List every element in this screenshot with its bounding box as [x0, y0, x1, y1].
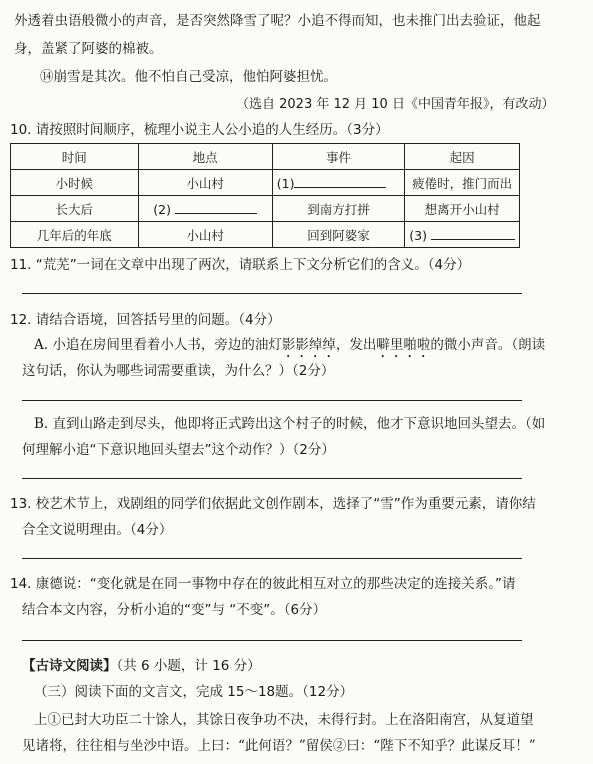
table-row	[11, 170, 520, 196]
passage-line-1: 外透着虫语般微小的声音，是否突然降雪了呢？小追不得而知，也未推门出去验证，他起	[14, 13, 541, 29]
q13-line-2: 合全文说明理由。（4分）	[22, 522, 173, 538]
table-header-row	[11, 144, 520, 170]
q10-table	[10, 143, 520, 248]
q14-line-1: 14. 康德说：“变化就是在同一事物中存在的彼此相互对立的那些决定的连接关系。”请	[10, 576, 516, 592]
header-time: 时间	[11, 144, 139, 170]
section-title: 【古诗文阅读】	[22, 658, 117, 674]
q12-b-line-2: 何理解小追“下意识地回头望去”这个动作？）（2分）	[22, 442, 335, 458]
cell-place: 小山村	[138, 170, 272, 196]
q13-answer-line[interactable]	[22, 558, 522, 559]
cell-event-blank[interactable]	[272, 170, 405, 196]
q12-b-answer-line[interactable]	[22, 478, 522, 479]
cell-cause-blank[interactable]	[405, 222, 520, 248]
cell-event: 回到阿婆家	[272, 222, 405, 248]
table-row	[11, 222, 520, 248]
blank-label: (3)	[409, 227, 427, 243]
q13-line-1: 13. 校艺术节上，戏剧组的同学们依据此文创作剧本，选择了“雪”作为重要元素，请你结	[10, 496, 536, 512]
q12-a-emphasis-2: 噼里啪啦	[376, 337, 431, 353]
passage-source: （选自 2023 年 12 月 10 日《中国青年报》，有改动）	[236, 97, 555, 112]
header-place: 地点	[138, 144, 272, 170]
cell-cause: 疲倦时，推门而出	[405, 170, 520, 196]
passage-line-3: ⑭崩雪是其次。他不怕自己受凉，他怕阿婆担忧。	[40, 69, 337, 85]
answer-blank[interactable]	[175, 201, 257, 214]
cell-cause: 想离开小山村	[405, 196, 520, 222]
header-cause: 起因	[405, 144, 520, 170]
answer-blank[interactable]	[431, 227, 515, 240]
q12-a-text-mid: ，发出	[335, 337, 377, 353]
answer-blank[interactable]	[294, 175, 386, 188]
blank-label: (1)	[276, 175, 295, 191]
cell-time: 几年后的年底	[11, 222, 139, 248]
q14-answer-line[interactable]	[22, 640, 522, 641]
classical-sub: （三）阅读下面的文言文，完成 15～18题。（12分）	[34, 684, 354, 700]
cell-place: 小山村	[138, 222, 272, 248]
classical-heading	[22, 657, 261, 675]
q11-answer-line[interactable]	[22, 293, 522, 294]
classical-text-1: 上①已封大功臣二十馀人，其馀日夜争功不决，未得行封。上在洛阳南宫，从复道望	[34, 712, 534, 728]
section-score: （共 6 小题，计 16 分）	[116, 658, 261, 674]
q12-a-emphasis-1: 影影绰绰	[281, 337, 336, 353]
q12-a-text: A. 小追在房间里看着小人书，旁边的油灯	[34, 337, 282, 353]
classical-text-2: 见诸将，往往相与坐沙中语。上曰：“此何语？”留侯②曰：“陛下不知乎？此谋反耳！”	[22, 738, 536, 754]
passage-line-2: 身，盖紧了阿婆的棉被。	[14, 41, 163, 57]
q14-line-2: 结合本文内容，分析小追的“变”与 “不变”。（6分）	[22, 602, 327, 618]
blank-label: (2)	[153, 201, 171, 217]
cell-place-blank[interactable]	[138, 196, 272, 222]
cell-event: 到南方打拼	[272, 196, 405, 222]
cell-time: 小时候	[11, 170, 139, 196]
q12-a-line-1	[34, 336, 545, 361]
q12-prompt: 12. 请结合语境，回答括号里的问题。（4分）	[10, 312, 281, 328]
table-row	[11, 196, 520, 222]
q12-a-answer-line[interactable]	[22, 400, 522, 401]
q12-a-line-2: 这句话，你认为哪些词需要重读，为什么？）（2分）	[22, 363, 335, 379]
header-event: 事件	[272, 144, 405, 170]
cell-time: 长大后	[11, 196, 139, 222]
q12-a-text-end: 的微小声音。（朗读	[430, 337, 546, 353]
q10-prompt: 10. 请按照时间顺序，梳理小说主人公小追的人生经历。（3分）	[10, 122, 389, 138]
q12-b-line-1: B. 直到山路走到尽头，他即将正式跨出这个村子的时候，他才下意识地回头望去。（如	[34, 416, 546, 432]
q11-prompt: 11. “荒芜”一词在文章中出现了两次，请联系上下文分析它们的含义。（4分）	[10, 257, 471, 273]
